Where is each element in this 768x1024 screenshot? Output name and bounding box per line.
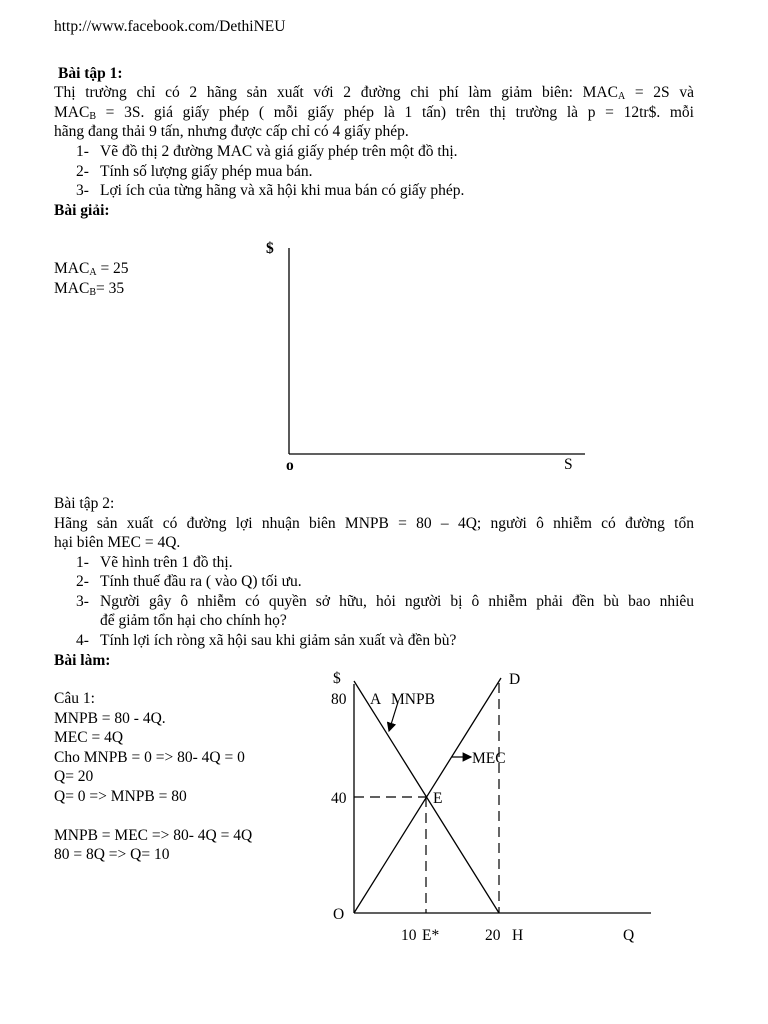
mec-line bbox=[354, 678, 501, 913]
ex1-paragraph-line3: hãng đang thải 9 tấn, nhưng được cấp chỉ có 4 giấy phép. bbox=[54, 123, 409, 140]
mac-b-pre: MAC bbox=[54, 280, 90, 297]
ex2-work-line-5: Q= 20 bbox=[54, 768, 94, 785]
ex2-graph-label-40: 40 bbox=[331, 790, 347, 807]
ex1-line1-text: Thị trường chỉ có 2 hãng sản xuất với 2 đường chi phí làm giảm biên: MAC bbox=[54, 84, 618, 101]
ex1-title: Bài tập 1: bbox=[58, 65, 123, 82]
mac-a-post: = 25 bbox=[96, 260, 129, 277]
ex2-item-3-num: 3- bbox=[76, 593, 89, 610]
ex2-graph-label-q: Q bbox=[623, 927, 635, 944]
mac-b-post: = 35 bbox=[96, 280, 125, 297]
ex2-graph-y-label: $ bbox=[333, 670, 341, 687]
mac-b-sub: B bbox=[89, 287, 96, 298]
ex2-paragraph-line1: Hãng sản xuất có đường lợi nhuận biên MNPB = 80 – 4Q; người ô nhiễm có đường tổn bbox=[54, 515, 694, 532]
ex2-graph-label-e: E bbox=[433, 790, 443, 807]
ex2-graph-label-d: D bbox=[509, 671, 521, 688]
ex2-item-4-num: 4- bbox=[76, 632, 89, 649]
ex2-work-line-9: 80 = 8Q => Q= 10 bbox=[54, 846, 170, 863]
ex2-work-line-3: MEC = 4Q bbox=[54, 729, 124, 746]
ex2-graph-label-estar: E* bbox=[422, 927, 440, 944]
ex2-item-3-cont-text: để giảm tổn hại cho chính họ? bbox=[100, 612, 287, 629]
ex1-item-2-num: 2- bbox=[76, 163, 89, 180]
ex1-line2-sub: B bbox=[89, 111, 96, 122]
ex1-graph-origin-label: o bbox=[286, 457, 294, 474]
ex2-work-line-1: Câu 1: bbox=[54, 690, 95, 707]
ex2-item-4-text: Tính lợi ích ròng xã hội sau khi giảm sản xuất và đền bù? bbox=[100, 632, 457, 649]
ex2-paragraph-line2: hại biên MEC = 4Q. bbox=[54, 534, 181, 551]
ex2-work-line-8: MNPB = MEC => 80- 4Q = 4Q bbox=[54, 827, 253, 844]
ex1-line2-text-b: = 3S. giá giấy phép ( mỗi giấy phép là 1 tấn) trên thị trường là p = 12tr$. mỗi bbox=[96, 104, 694, 121]
ex2-graph-label-80: 80 bbox=[331, 691, 347, 708]
ex2-graph-label-mnpb: MNPB bbox=[391, 691, 435, 708]
ex1-line2-text: MAC bbox=[54, 104, 90, 121]
ex2-work-line-2: MNPB = 80 - 4Q. bbox=[54, 710, 166, 727]
ex2-work-line-6: Q= 0 => MNPB = 80 bbox=[54, 788, 187, 805]
mac-a-pre: MAC bbox=[54, 260, 90, 277]
ex2-item-2-num: 2- bbox=[76, 573, 89, 590]
ex2-work-line-4: Cho MNPB = 0 => 80- 4Q = 0 bbox=[54, 749, 245, 766]
ex2-graph-label-mec: MEC bbox=[472, 750, 506, 767]
ex2-title: Bài tập 2: bbox=[54, 495, 115, 512]
ex1-graph-x-label: S bbox=[564, 456, 573, 473]
ex1-item-1-text: Vẽ đồ thị 2 đường MAC và giá giấy phép trên một đồ thị. bbox=[100, 143, 458, 160]
ex2-item-3-text: Người gây ô nhiễm có quyền sở hữu, hỏi người bị ô nhiễm phải đền bù bao nhiêu bbox=[100, 593, 694, 610]
ex1-item-1-num: 1- bbox=[76, 143, 89, 160]
ex1-line1-text-b: = 2S và bbox=[625, 84, 694, 101]
ex2-item-1-num: 1- bbox=[76, 554, 89, 571]
ex1-line1-sub: A bbox=[617, 91, 626, 102]
ex2-graph-label-o: O bbox=[333, 906, 345, 923]
ex1-item-3-text: Lợi ích của từng hãng và xã hội khi mua bán có giấy phép. bbox=[100, 182, 465, 199]
ex2-graph-label-h: H bbox=[512, 927, 524, 944]
ex1-item-3-num: 3- bbox=[76, 182, 89, 199]
ex1-graph-y-label: $ bbox=[266, 240, 274, 257]
ex2-item-1-text: Vẽ hình trên 1 đồ thị. bbox=[100, 554, 233, 571]
ex1-solution-title: Bài giải: bbox=[54, 202, 110, 219]
ex2-solution-title: Bài làm: bbox=[54, 652, 111, 669]
ex2-graph-label-20: 20 bbox=[485, 927, 501, 944]
header-url: http://www.facebook.com/DethiNEU bbox=[54, 18, 286, 35]
ex2-graph-label-10: 10 bbox=[401, 927, 417, 944]
ex2-item-2-text: Tính thuế đầu ra ( vào Q) tối ưu. bbox=[100, 573, 302, 590]
mac-a-sub: A bbox=[89, 267, 97, 278]
ex1-item-2-text: Tính số lượng giấy phép mua bán. bbox=[100, 163, 313, 180]
ex2-graph-label-a: A bbox=[370, 691, 382, 708]
